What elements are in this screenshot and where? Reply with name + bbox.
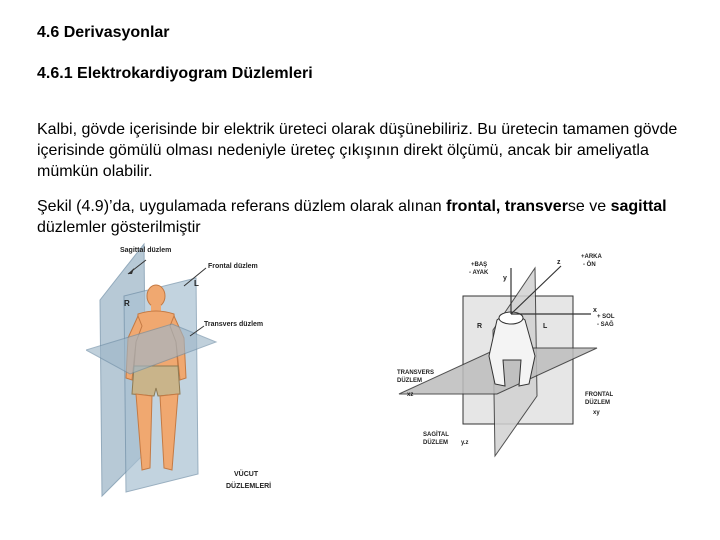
label-x: x	[593, 307, 597, 314]
label-y: y	[503, 275, 507, 282]
label-bas: +BAŞ	[471, 262, 488, 268]
label-l: L	[543, 323, 548, 330]
label-sagittal-1: SAGİTAL	[423, 432, 449, 438]
label-sagittal-2: DÜZLEM	[423, 440, 448, 446]
label-l: L	[194, 279, 199, 288]
label-sagittal: Sagittal düzlem	[120, 247, 172, 254]
p2-text-1: Şekil (4.9)’da, uygulamada referans düzlem olarak alınan	[37, 198, 447, 215]
label-sagittal-axes: y.z	[461, 440, 469, 446]
label-frontal-1: FRONTAL	[585, 392, 614, 398]
section-title: 4.6 Derivasyonlar	[37, 24, 170, 41]
ecg-planes-figure	[385, 238, 645, 470]
caption-line2: DÜZLEMLERİ	[226, 483, 272, 490]
paragraph-intro: Kalbi, gövde içerisinde bir elektrik üreteci olarak düşünebiliriz. Bu üretecin tamamen gövde içerisinde gömülü olması nedeniyle üreteç çıkışının direkt ölçümü, ancak bir ameliyatla mümkün olabilir.	[37, 121, 678, 180]
p2-bold-sagittal: sagittal	[610, 198, 667, 215]
label-frontal-axes: xy	[593, 410, 600, 416]
label-on: - ÖN	[583, 262, 596, 268]
body-planes-figure	[86, 238, 326, 500]
label-transvers-axes: xz	[407, 392, 414, 398]
label-ayak: - AYAK	[469, 270, 489, 276]
label-sol: + SOL	[597, 314, 615, 320]
label-transvers-2: DÜZLEM	[397, 378, 422, 384]
label-frontal-2: DÜZLEM	[585, 400, 610, 406]
label-transvers-1: TRANSVERS	[397, 370, 435, 376]
label-r: R	[477, 323, 483, 330]
label-sag: - SAĞ	[597, 322, 614, 328]
paragraph-figure-ref	[37, 196, 687, 238]
p2-bold-frontal-transver: frontal, transver	[446, 198, 568, 215]
label-z: z	[557, 259, 561, 266]
label-arka: +ARKA	[581, 254, 602, 260]
p2-text-3: düzlemler gösterilmiştir	[37, 219, 201, 236]
label-transvers: Transvers düzlem	[204, 321, 264, 328]
label-r: R	[124, 299, 130, 308]
label-frontal: Frontal düzlem	[208, 263, 258, 270]
p2-text-2: se ve	[567, 198, 611, 215]
caption-line1: VÜCUT	[234, 471, 259, 478]
subsection-title: 4.6.1 Elektrokardiyogram Düzlemleri	[37, 65, 313, 82]
